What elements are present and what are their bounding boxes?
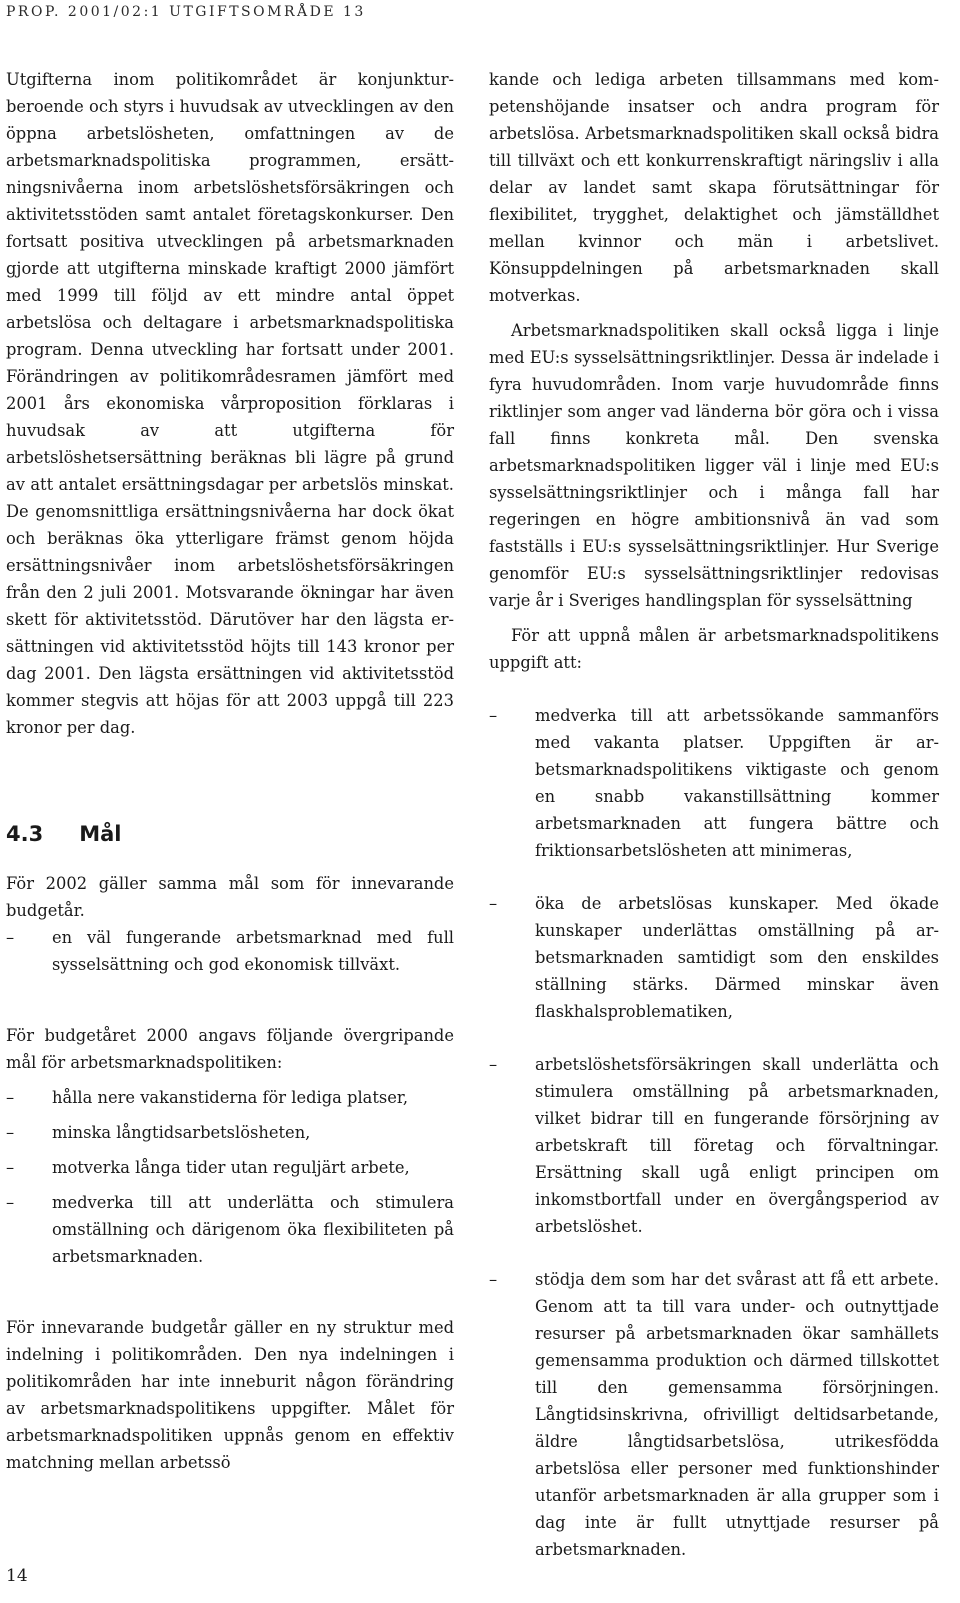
paragraph-new-structure: För innevarande budgetår gäller en ny struktur med indelning i politikområden. Den nya indelningen i politikområden har inte inneburit någon förändring av arbetsmarknadspolitikens uppgifter. Målet för arbetsmarknadspolitiken uppnås genom en effektiv matchning mellan arbetssö [6,1318,454,1472]
dash-marker: – [6,1158,15,1177]
list-item [489,1266,939,1563]
page-number: 14 [6,1566,28,1586]
section-title: Mål [79,822,122,846]
list-item-text: en väl fungerande arbetsmarknad med full sysselsättning och god ekonomisk tillväxt. [52,928,454,974]
paragraph-eu-guidelines: Arbetsmarknadspolitiken skall också ligga i linje med EU:s sysselsättningsriktlinjer. Dessa är indelade i fyra huvudområden. Inom varje huvudområde finns riktlinjer som anger vad länderna bör göra och i vissa fall finns konkreta mål. Den svenska arbetsmarknadspolitiken ligger väl i linje med EU:s sysselsättningsriktlinjer och i många fall har regeringen en högre ambitionsnivå än vad som fastställs i EU:s sysselsättningsriktlinjer. Hur Sverige genomför EU:s sysselsättningsriktlinjer redovisas varje år i Sveriges handlingsplan för sysselsättning [489,321,939,610]
list-item [489,890,939,1025]
dash-marker: – [6,1123,15,1142]
list-item-text: medverka till att underlätta och stimulera omställning och därigenom öka flexibiliteten på arbetsmarknaden. [52,1193,454,1266]
dash-marker: – [6,1088,15,1107]
list-item [6,1084,454,1111]
right-column [489,66,939,1563]
goal-list [6,924,454,978]
dash-marker: – [489,1055,498,1074]
dash-marker: – [489,894,498,913]
list-item-text: hålla nere vakanstiderna för lediga platser, [52,1088,409,1107]
list-item-text: stödja dem som har det svårast att få ett arbete. Genom att ta till vara under- och outnyttjade resurser på arbetsmarknaden ökar samhällets gemensamma produktion och därmed tillskottet till den gemensamma försörjningen. Långtidsinskrivna, ofrivilligt deltidsarbetande, äldre långtidsarbetslösa, utrikesfödda arbetslösa eller personer med funktionshinder utanför arbetsmarknaden är alla grupper som i dag inte är fullt utnyttjade resurser på arbetsmarknaden. [535,1270,939,1559]
list-item [6,1119,454,1146]
section-heading [6,821,454,848]
list-item-text: motverka långa tider utan reguljärt arbete, [52,1158,410,1177]
list-item [6,1189,454,1270]
paragraph-goal-2002: För 2002 gäller samma mål som för innevarande budgetår. [6,874,454,920]
running-header: PROP. 2001/02:1 UTGIFTSOMRÅDE 13 [6,4,366,20]
paragraph-tasks-intro: För att uppnå målen är arbetsmarknadspolitikens uppgift att: [489,626,939,672]
paragraph-continuation: kande och lediga arbeten tillsammans med kompetenshöjande insatser och andra program för arbetslösa. Arbetsmarknadspolitiken skall också bidra till tillväxt och ett konkurrenskraftigt näringsliv i alla delar av landet samt skapa förutsättningar för flexibilitet, trygghet, delaktighet och jämställdhet mellan kvinnor och män i arbetslivet. Könsuppdelningen på arbetsmarknaden skall motverkas. [489,70,939,305]
list-item-text: minska långtidsarbetslösheten, [52,1123,311,1142]
list-item [489,702,939,864]
dash-marker: – [489,706,498,725]
dash-marker: – [489,1270,498,1289]
dash-marker: – [6,928,15,947]
dash-marker: – [6,1193,15,1212]
paragraph-goals-2000: För budgetåret 2000 angavs följande övergripande mål för arbetsmarknadspolitiken: [6,1026,454,1072]
section-number: 4.3 [6,822,44,846]
left-column [6,66,454,1476]
list-item-text: medverka till att arbetssökande sammanförs med vakanta platser. Uppgiften är arbetsmarknadspolitikens viktigaste och genom en snabb vakanstillsättning kommer arbetsmarknaden att fungera bättre och friktionsarbetslösheten att minimeras, [535,706,939,860]
tasks-list [489,702,939,1563]
list-item-text: arbetslöshetsförsäkringen skall underlätta och stimulera omställning på arbetsmarknaden, vilket bidrar till en fungerande försörjning av arbetskraft till företag och förvaltningar. Ersättning skall ugå enligt principen om inkomstbortfall under en övergångsperiod av arbetslöshet. [535,1055,939,1236]
goals-2000-list [6,1084,454,1270]
list-item [6,1154,454,1181]
paragraph-expenditure: Utgifterna inom politikområdet är konjunkturberoende och styrs i huvudsak av utvecklingen av den öppna arbetslösheten, omfattningen av de arbetsmarknadspolitiska programmen, ersättningsnivåerna inom arbetslöshetsförsäkringen och aktivitetsstöden samt antalet företagskonkurser. Den fortsatt positiva utvecklingen på arbetsmarknaden gjorde att utgifterna minskade kraftigt 2000 jämfört med 1999 till följd av ett mindre antal öppet arbetslösa och deltagare i arbetsmarknadspolitiska program. Denna utveckling har fortsatt under 2001. Förändringen av politikområdesramen jämfört med 2001 års ekonomiska vårproposition förklaras i huvudsak av att utgifterna för arbetslöshetsersättning beräknas bli lägre på grund av att antalet ersättningsdagar per arbetslös minskat. De genomsnittliga ersättningsnivåerna har dock ökat och beräknas öka ytterligare främst genom höjda ersättningsnivåer inom arbetslöshetsförsäkringen från den 2 juli 2001. Motsvarande ökningar har även skett för aktivitetsstöd. Därutöver har den lägsta ersättningen vid aktivitetsstöd höjts till 143 kronor per dag 2001. Den lägsta ersättningen vid aktivitetsstöd kommer stegvis att höjas för att 2003 uppgå till 223 kronor per dag. [6,70,454,737]
list-item [489,1051,939,1240]
list-item-text: öka de arbetslösas kunskaper. Med ökade kunskaper underlättas omställning på arbetsmarknaden samtidigt som den enskildes ställning stärks. Därmed minskar även flaskhalsproblematiken, [535,894,939,1021]
list-item [6,924,454,978]
